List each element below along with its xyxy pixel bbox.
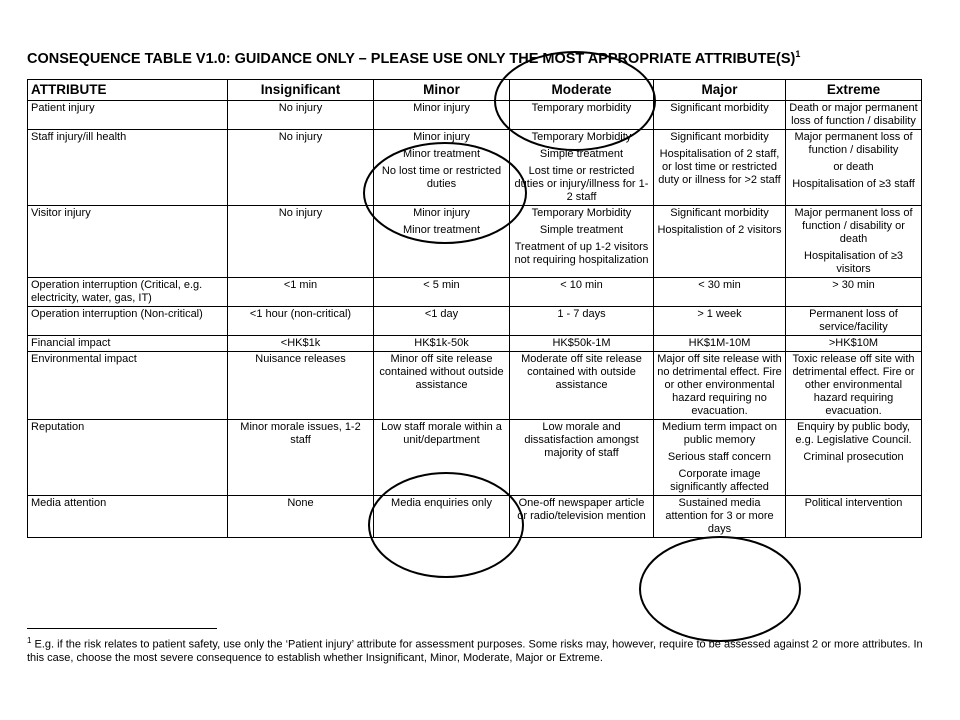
cell-line: Permanent loss of service/facility [809, 308, 898, 333]
consequence-cell [228, 101, 374, 130]
consequence-cell [654, 307, 786, 336]
attribute-cell: Operation interruption (Non-critical) [28, 307, 228, 336]
cell-line: Criminal prosecution [803, 451, 904, 463]
page-title: CONSEQUENCE TABLE V1.0: GUIDANCE ONLY – PLEASE USE ONLY THE MOST APPROPRIATE $ATTRIBUTE(S)^1$ [27, 49, 801, 67]
consequence-cell [654, 101, 786, 130]
cell-line: Minor morale issues, 1-2 staff [240, 421, 361, 446]
consequence-cell [786, 130, 922, 206]
cell-line: Hospitalistion of 2 visitors [657, 224, 782, 236]
cell-line: Toxic release off site with detrimental effect. Fire or other environmental hazard requiring evacuation. [792, 353, 915, 417]
consequence-cell [786, 420, 922, 496]
cell-line: Significant morbidity [670, 102, 769, 114]
consequence-cell [228, 307, 374, 336]
consequence-cell [786, 307, 922, 336]
attribute-cell: Operation interruption (Critical, e.g. electricity, water, gas, IT) [28, 278, 228, 307]
attribute-cell: Environmental impact [28, 352, 228, 420]
cell-line: No injury [278, 207, 323, 219]
cell-line: Minor injury [413, 131, 470, 143]
title-footnote-marker: 1 [795, 49, 801, 59]
consequence-cell [510, 206, 654, 278]
consequence-cell [228, 420, 374, 496]
consequence-cell [228, 278, 374, 307]
header-extreme: Extreme [786, 80, 922, 101]
consequence-cell [374, 130, 510, 206]
cell-line: Minor off site release contained without outside assistance [379, 353, 504, 391]
consequence-cell [786, 496, 922, 538]
cell-line: HK$1M-10M [688, 337, 751, 349]
consequence-table [27, 79, 922, 538]
cell-line: Temporary morbidity [531, 102, 632, 114]
annotation-circle-media-major [640, 537, 800, 641]
cell-line: <1 day [424, 308, 459, 320]
table-row [28, 496, 922, 538]
consequence-cell [510, 336, 654, 352]
header-attribute: ATTRIBUTE [28, 80, 228, 101]
header-row [28, 80, 922, 101]
attribute-cell: Financial impact [28, 336, 228, 352]
consequence-cell [510, 278, 654, 307]
cell-line: Minor injury [413, 207, 470, 219]
consequence-cell [654, 206, 786, 278]
cell-line: Treatment of up 1-2 visitors not requiring hospitalization [514, 241, 649, 266]
cell-line: No lost time or restricted duties [381, 165, 502, 190]
table-row [28, 352, 922, 420]
consequence-cell [654, 420, 786, 496]
cell-line: Simple treatment [539, 148, 624, 160]
consequence-cell [654, 336, 786, 352]
attribute-cell: Media attention [28, 496, 228, 538]
table-row [28, 278, 922, 307]
consequence-cell [654, 130, 786, 206]
cell-line: Hospitalisation of 2 staff, or lost time or restricted duty or illness for >2 staff [658, 148, 781, 186]
header-insignificant: Insignificant [228, 80, 374, 101]
cell-line: Serious staff concern [667, 451, 772, 463]
consequence-cell [374, 101, 510, 130]
attribute-cell: Reputation [28, 420, 228, 496]
cell-line: < 10 min [560, 279, 603, 291]
consequence-cell [510, 130, 654, 206]
consequence-cell [374, 496, 510, 538]
consequence-cell [654, 496, 786, 538]
cell-line: Temporary Morbidity [531, 207, 632, 219]
cell-line: Major permanent loss of function / disability [794, 131, 913, 156]
table-row [28, 101, 922, 130]
table-row [28, 206, 922, 278]
table-row [28, 307, 922, 336]
consequence-cell [374, 206, 510, 278]
cell-line: Major off site release with no detrimental effect. Fire or other environmental hazard requiring no evacuation. [657, 353, 782, 417]
cell-line: Minor treatment [402, 224, 481, 236]
cell-line: >HK$10M [828, 337, 879, 349]
cell-line: HK$1k-50k [414, 337, 469, 349]
cell-line: Low staff morale within a unit/department [381, 421, 502, 446]
header-moderate: Moderate [510, 80, 654, 101]
consequence-cell [786, 278, 922, 307]
consequence-cell [374, 420, 510, 496]
cell-line: Media enquiries only [391, 497, 492, 509]
cell-line: Medium term impact on public memory [662, 421, 777, 446]
consequence-cell [654, 352, 786, 420]
cell-line: Low morale and dissatisfaction amongst majority of staff [524, 421, 639, 459]
cell-line: Temporary Morbidity [531, 131, 632, 143]
cell-line: Nuisance releases [255, 353, 346, 365]
cell-line: Moderate off site release contained with outside assistance [521, 353, 642, 391]
consequence-cell [228, 206, 374, 278]
footnote [27, 634, 927, 665]
consequence-cell [510, 307, 654, 336]
cell-line: Enquiry by public body, e.g. Legislative Council. [795, 421, 912, 446]
cell-line: < 5 min [423, 279, 460, 291]
attribute-cell: Visitor injury [28, 206, 228, 278]
cell-line: None [287, 497, 314, 509]
footnote-divider [27, 628, 217, 629]
consequence-cell [510, 496, 654, 538]
table-row [28, 130, 922, 206]
cell-line: <1 hour (non-critical) [249, 308, 352, 320]
consequence-cell [786, 352, 922, 420]
header-major: Major [654, 80, 786, 101]
cell-line: Major permanent loss of function / disability or death [794, 207, 913, 245]
cell-line: One-off newspaper article or radio/television mention [517, 497, 646, 522]
cell-line: Minor injury [413, 102, 470, 114]
table-body [28, 101, 922, 538]
consequence-cell [374, 352, 510, 420]
cell-line: 1 - 7 days [557, 308, 606, 320]
attribute-cell: Staff injury/ill health [28, 130, 228, 206]
table-row [28, 420, 922, 496]
cell-line: No injury [278, 102, 323, 114]
consequence-cell [228, 496, 374, 538]
consequence-cell [228, 336, 374, 352]
cell-line: Sustained media attention for 3 or more days [665, 497, 774, 535]
consequence-cell [510, 352, 654, 420]
attribute-cell: Patient injury [28, 101, 228, 130]
cell-line: Death or major permanent loss of function / disability [789, 102, 918, 127]
cell-line: <HK$1k [280, 337, 321, 349]
cell-line: > 30 min [832, 279, 875, 291]
cell-line: No injury [278, 131, 323, 143]
cell-line: Minor treatment [402, 148, 481, 160]
consequence-cell [786, 101, 922, 130]
consequence-cell [510, 101, 654, 130]
consequence-cell [786, 336, 922, 352]
consequence-cell [374, 278, 510, 307]
header-minor: Minor [374, 80, 510, 101]
cell-line: Significant morbidity [670, 131, 769, 143]
footnote-text: E.g. if the risk relates to patient safety, use only the ‘Patient injury’ attribute for assessment purposes. Some risks may, however, require to be assessed against 2 or more attributes. In this case, choose the most severe consequence to establish whether Insignificant, Minor, Moderate, Major or Extreme. [27, 638, 923, 664]
consequence-cell [228, 130, 374, 206]
consequence-cell [374, 307, 510, 336]
cell-line: HK$50k-1M [552, 337, 611, 349]
cell-line: Hospitalisation of ≥3 visitors [804, 250, 903, 275]
cell-line: <1 min [283, 279, 318, 291]
table-row [28, 336, 922, 352]
cell-line: Hospitalisation of ≥3 staff [792, 178, 915, 190]
cell-line: Corporate image significantly affected [670, 468, 769, 493]
footnote-marker: 1 [27, 636, 32, 645]
consequence-cell [510, 420, 654, 496]
cell-line: Significant morbidity [670, 207, 769, 219]
consequence-cell [786, 206, 922, 278]
consequence-cell [228, 352, 374, 420]
cell-line: Simple treatment [539, 224, 624, 236]
cell-line: < 30 min [698, 279, 741, 291]
cell-line: Political intervention [804, 497, 903, 509]
cell-line: Lost time or restricted duties or injury/illness for 1-2 staff [514, 165, 649, 203]
cell-line: or death [833, 161, 874, 173]
consequence-cell [654, 278, 786, 307]
cell-line: > 1 week [697, 308, 742, 320]
consequence-cell [374, 336, 510, 352]
